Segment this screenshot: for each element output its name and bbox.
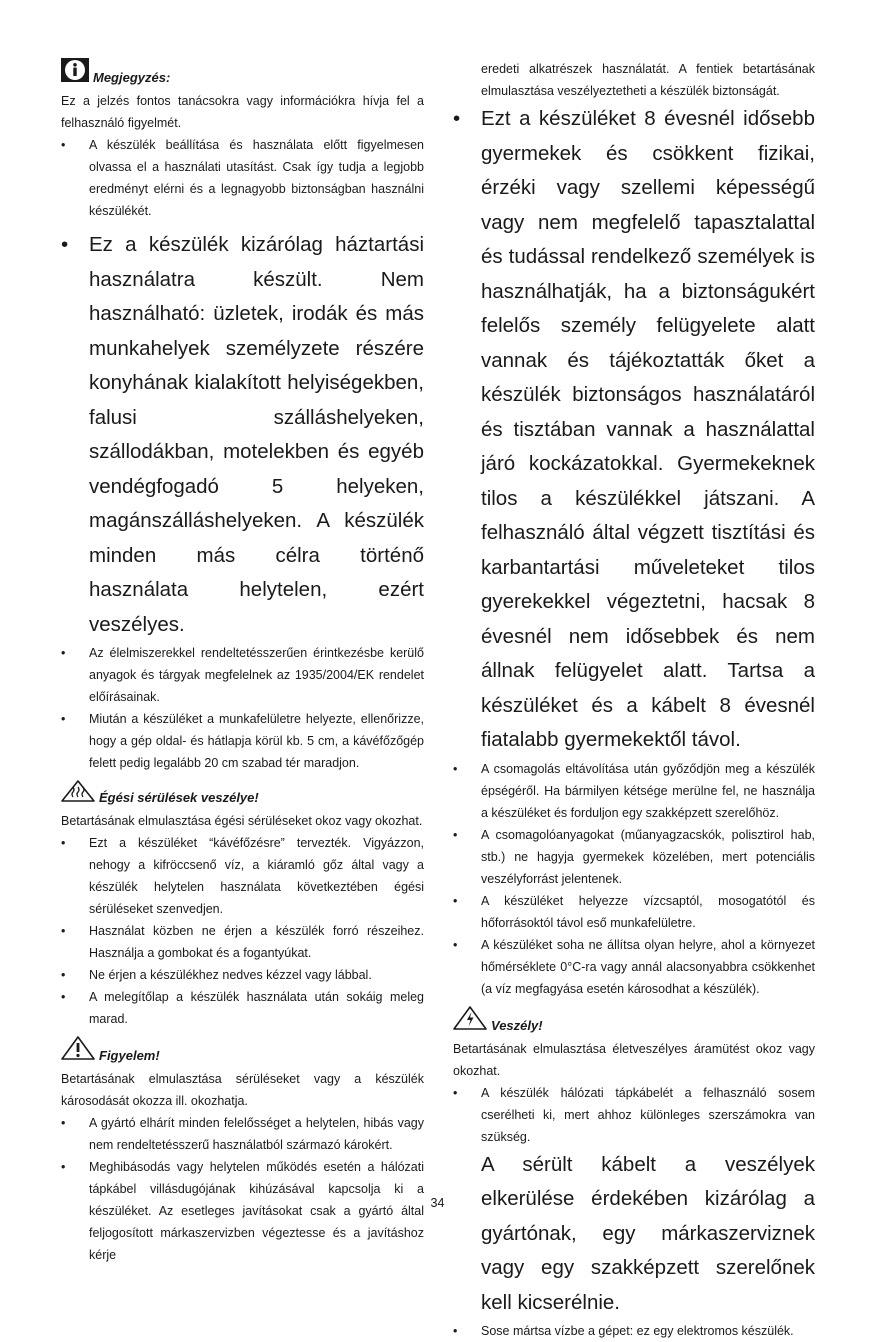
note-list	[61, 134, 424, 222]
note-title: Megjegyzés:	[93, 70, 171, 85]
note-intro: Ez a jelzés fontos tanácsokra vagy információkra hívja fel a felhasználó figyelmét.	[61, 94, 424, 130]
household-warning: • Ez a készülék kizárólag háztartási használatra készült. Nem használható: üzletek, irodák és más munkahelyek személyzete részére konyhának kialakított helyiségekben, falusi szálláshelyeken, szállodákban, motelekben és egyéb vendégfogadó 5 helyeken, magánszálláshelyeken. A készülék minden más célra történő használata helytelen, ezért veszélyes.	[61, 233, 424, 636]
list-item: • A csomagolás eltávolítása után győződjön meg a készülék épségéről. Ha bármilyen kétsége merülne fel, ne használja a készüléket és forduljon egy szakképzett szerelőhöz.	[453, 761, 815, 820]
household-warning-list	[61, 228, 424, 642]
list-item: • A melegítőlap a készülék használata után sokáig meleg marad.	[61, 990, 424, 1026]
danger-heading	[453, 1006, 815, 1036]
note-heading	[61, 58, 424, 88]
burn-intro: Betartásának elmulasztása égési sérüléseket okoz vagy okozhat.	[61, 814, 423, 828]
list-item: • Ezt a készüléket “kávéfőzésre” tervezték. Vigyázzon, nehogy a kifröccsenő víz, a kiáramló gőz által vagy a készülék helytelen használata következtében égési sérüléseket szenvedjen.	[61, 836, 424, 916]
right-column	[453, 58, 815, 1342]
burn-heading	[61, 780, 424, 808]
list-item: • Sose mártsa vízbe a gépet: ez egy elektromos készülék.	[453, 1324, 794, 1338]
burn-title: Égési sérülések veszélye!	[99, 790, 259, 805]
list-item: • Ne érjen a készülékhez nedves kézzel vagy lábbal.	[61, 968, 372, 982]
list-item: • A csomagolóanyagokat (műanyagzacskók, polisztirol hab, stb.) ne hagyja gyermekek közelében, mert potenciális veszélyforrást jelentenek.	[453, 827, 815, 886]
danger-list	[453, 1082, 815, 1148]
page-number: 34	[430, 1196, 445, 1210]
list-item: • A készüléket helyezze vízcsaptól, mosogatótól és hőforrásoktól távol eső munkafelületre.	[453, 893, 815, 930]
danger-intro: Betartásának elmulasztása életveszélyes áramütést okoz vagy okozhat.	[453, 1041, 815, 1078]
hot-surface-warning-icon	[61, 780, 95, 808]
final-list	[453, 1320, 815, 1342]
children-warning-list	[453, 102, 815, 758]
list-item: • A készülék hálózati tápkábelét a felhasználó sosem cserélheti ki, mert ahhoz különleges szerszámokra van szükség.	[453, 1085, 815, 1144]
packaging-list	[453, 758, 815, 1000]
list-item: • A készüléket soha ne állítsa olyan helyre, ahol a környezet hőmérséklete 0°C-ra vagy annál alacsonyabbra csökkenhet (a víz megfagyása esetén károsodhat a készülék).	[453, 937, 815, 996]
list-item: • Használat közben ne érjen a készülék forró részeihez. Használja a gombokat és a fogantyúkat.	[61, 924, 424, 960]
attention-intro: Betartásának elmulasztása sérüléseket vagy a készülék károsodását okozza ill. okozhatja.	[61, 1072, 424, 1108]
list-item: • A készülék beállítása és használata előtt figyelmesen olvassa el a használati utasítást. Csak így tudja a legjobb eredményt elérni és a legnagyobb biztonságban használni készülékét.	[61, 138, 424, 218]
attention-heading	[61, 1036, 424, 1066]
compliance-list	[61, 642, 424, 774]
info-icon	[61, 58, 89, 88]
cable-warning: A sérült kábelt a veszélyek elkerülése érdekében kizárólag a gyártónak, egy márkaszerviznek vagy egy szakképzett szerelőnek kell kicserélnie.	[481, 1152, 815, 1314]
left-column	[61, 58, 424, 1266]
electric-shock-warning-icon	[453, 1006, 487, 1036]
list-item: • Miután a készüléket a munkafelületre helyezte, ellenőrizze, hogy a gép oldal- és hátlapja körül kb. 5 cm, a kávéfőzőgép felett pedig legalább 20 cm szabad tér maradjon.	[61, 712, 424, 770]
danger-title: Veszély!	[491, 1017, 543, 1033]
attention-title: Figyelem!	[99, 1048, 160, 1063]
attention-list	[61, 1112, 424, 1266]
list-item: • Meghibásodás vagy helytelen működés esetén a hálózati tápkábel villásdugójának kihúzásával kapcsolja ki a készüléket. Az esetleges javításokat csak a gyártó által feljogosított márkaszervizben végeztesse és a javításhoz kérje	[61, 1160, 424, 1262]
list-item: • Az élelmiszerekkel rendeltetésszerűen érintkezésbe kerülő anyagok és tárgyak megfelelnek az 1935/2004/EK rendelet előírásainak.	[61, 646, 424, 704]
continuation-text: eredeti alkatrészek használatát. A fentiek betartásának elmulasztása veszélyeztetheti a készülék biztonságát.	[481, 62, 815, 98]
warning-triangle-icon	[61, 1036, 95, 1066]
list-item: • A gyártó elhárít minden felelősséget a helytelen, hibás vagy nem rendeltetésszerű használatból származó károkért.	[61, 1116, 424, 1152]
burn-list	[61, 832, 424, 1030]
children-warning: • Ezt a készüléket 8 évesnél idősebb gyermekek és csökkent fizikai, érzéki vagy szellemi képességű vagy nem megfelelő tapasztalattal és tudással rendelkező személyek is használhatják, ha a biztonságukért felelős személy felügyelete alatt vannak és tájékoztatták őket a készülék biztonságos használatáról és tisztában vannak a használattal járó kockázatokkal. Gyermekeknek tilos a készülékkel játszani. A felhasználó által végzett tisztítási és karbantartási műveleteket tilos gyerekekkel végeztetni, hacsak 8 évesnél nem idősebbek és nem állnak felügyelet alatt. Tartsa a készüléket és a kábelt 8 évesnél fiatalabb gyermekektől távol.	[453, 107, 815, 751]
